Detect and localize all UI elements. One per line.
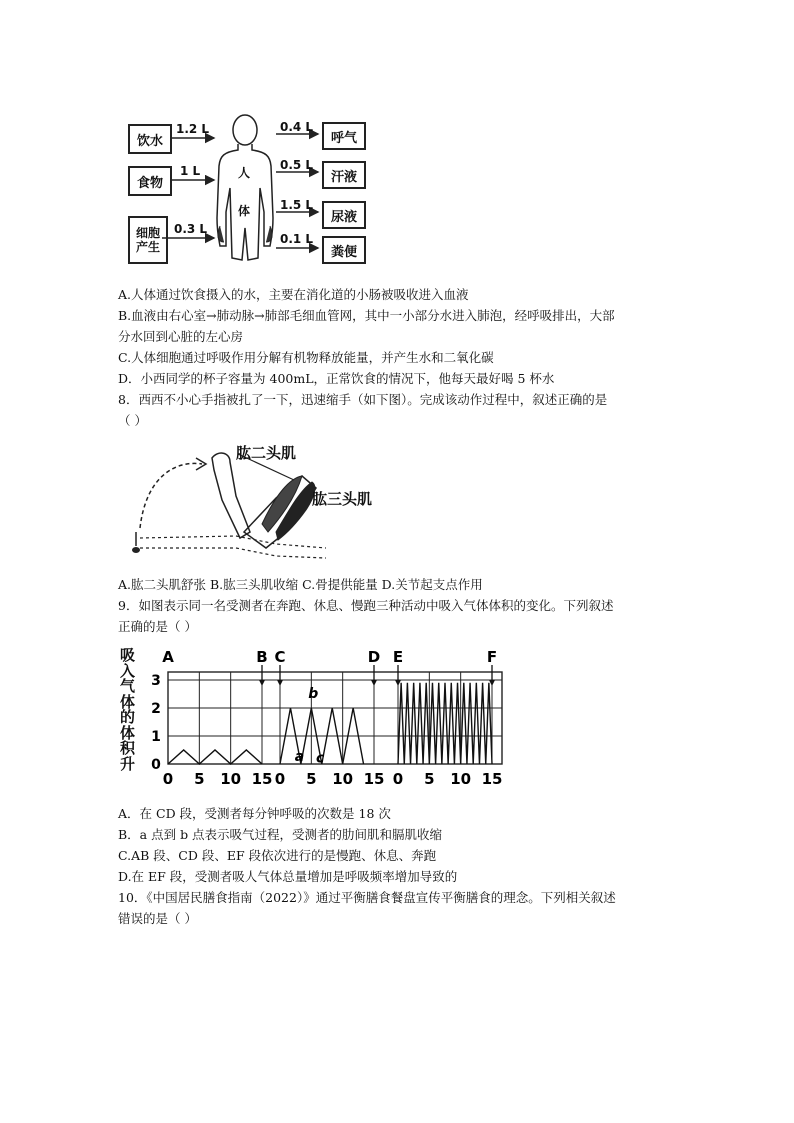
output-label: 汗液 xyxy=(330,169,357,185)
q9-stem: 9．如图表示同一名受测者在奔跑、休息、慢跑三种活动中吸入气体体积的变化。下列叙述 xyxy=(118,598,614,613)
q9-option-b: B．a 点到 b 点表示吸气过程，受测者的肋间肌和膈肌收缩 xyxy=(118,827,443,842)
y-tick-label: 3 xyxy=(151,673,161,689)
x-tick-label: 10 xyxy=(332,770,354,788)
point-label-b: b xyxy=(308,686,319,703)
output-box-urine xyxy=(322,201,366,229)
x-tick-label: 15 xyxy=(363,770,385,788)
segment-marker: A xyxy=(162,648,174,666)
marker-arrow-head xyxy=(489,680,495,686)
q10-stem: 10．《中国居民膳食指南（2022）》通过平衡膳食餐盘宣传平衡膳食的理念。下列相关叙述 xyxy=(118,890,616,905)
q10-stem-cont: 错误的是（ ） xyxy=(118,911,197,926)
biceps-label: 肱二头肌 xyxy=(236,444,297,462)
breath-chart-svg xyxy=(120,646,510,796)
y-tick-label: 1 xyxy=(151,729,161,745)
q7-option-d: D．小西同学的杯子容量为 400mL，正常饮食的情况下，他每天最好喝 5 杯水 xyxy=(118,371,555,386)
body-label: 体 xyxy=(238,204,251,218)
x-tick-label: 15 xyxy=(251,770,273,788)
x-tick-label: 0 xyxy=(274,770,286,788)
input-label: 饮水 xyxy=(136,133,163,149)
x-tick-label: 5 xyxy=(306,770,317,788)
point-label-c: c xyxy=(315,750,325,767)
output-amount: 0.4 L xyxy=(280,120,314,134)
q9-option-a: A．在 CD 段，受测者每分钟呼吸的次数是 18 次 xyxy=(118,806,391,821)
x-tick-label: 5 xyxy=(424,770,435,788)
output-amount: 0.5 L xyxy=(280,158,314,172)
marker-arrow-head xyxy=(371,680,377,686)
marker-arrow-head xyxy=(395,680,401,686)
segment-marker: C xyxy=(274,648,286,666)
input-amount: 0.3 L xyxy=(174,222,208,236)
x-tick-label: 0 xyxy=(162,770,174,788)
output-label: 呼气 xyxy=(330,130,357,146)
q7-option-a: A.人体通过饮食摄入的水，主要在消化道的小肠被吸收进入血液 xyxy=(118,287,469,302)
marker-arrow-head xyxy=(277,680,283,686)
x-tick-label: 5 xyxy=(194,770,205,788)
segment-marker: E xyxy=(392,648,404,666)
y-axis-label: 吸入气体的体积升 xyxy=(120,646,136,773)
y-tick-label: 0 xyxy=(151,757,161,773)
arm-figure xyxy=(126,436,406,566)
triceps-label: 肱三头肌 xyxy=(312,490,373,508)
q9-option-d: D.在 EF 段，受测者吸人气体总量增加是呼吸频率增加导致的 xyxy=(118,869,458,884)
series-line-ef xyxy=(398,683,492,764)
output-label: 尿液 xyxy=(330,209,357,225)
q8-options: A.肱二头肌舒张 B.肱三头肌收缩 C.骨提供能量 D.关节起支点作用 xyxy=(118,577,483,592)
breath-chart xyxy=(120,646,510,796)
x-tick-label: 10 xyxy=(450,770,472,788)
output-amount: 1.5 L xyxy=(280,198,314,212)
q9-option-c: C.AB 段、CD 段、EF 段依次进行的是慢跑、休息、奔跑 xyxy=(118,848,437,863)
q8-stem-cont: （ ） xyxy=(118,413,147,428)
output-box-feces xyxy=(322,236,366,264)
y-tick-label: 2 xyxy=(151,701,161,717)
series-line-ab xyxy=(168,750,262,764)
output-label: 粪便 xyxy=(330,244,357,260)
body-label: 人 xyxy=(238,166,251,180)
q8-stem: 8．西西不小心手指被扎了一下，迅速缩手（如下图）。完成该动作过程中，叙述正确的是 xyxy=(118,392,608,407)
input-label: 细胞产生 xyxy=(135,226,160,254)
output-amount: 0.1 L xyxy=(280,232,314,246)
segment-marker: F xyxy=(486,648,498,666)
x-tick-label: 0 xyxy=(392,770,404,788)
point-label-a: a xyxy=(294,749,305,766)
output-box-exhale xyxy=(322,122,366,150)
input-label: 食物 xyxy=(136,175,163,191)
q7-option-c: C.人体细胞通过呼吸作用分解有机物释放能量，并产生水和二氧化碳 xyxy=(118,350,494,365)
marker-arrow-head xyxy=(259,680,265,686)
input-amount: 1.2 L xyxy=(176,122,210,136)
q9-stem-cont: 正确的是（ ） xyxy=(118,619,197,634)
segment-marker: B xyxy=(256,648,268,666)
q7-option-b-cont: 分水回到心脏的左心房 xyxy=(118,329,244,344)
q7-option-b: B.血液由右心室→肺动脉→肺部毛细血管网，其中一小部分水进入肺泡，经呼吸排出，大部 xyxy=(118,308,615,323)
water-balance-figure xyxy=(120,108,370,268)
input-amount: 1 L xyxy=(180,164,201,178)
output-box-sweat xyxy=(322,161,366,189)
x-tick-label: 15 xyxy=(481,770,503,788)
segment-marker: D xyxy=(367,648,381,666)
x-tick-label: 10 xyxy=(220,770,242,788)
